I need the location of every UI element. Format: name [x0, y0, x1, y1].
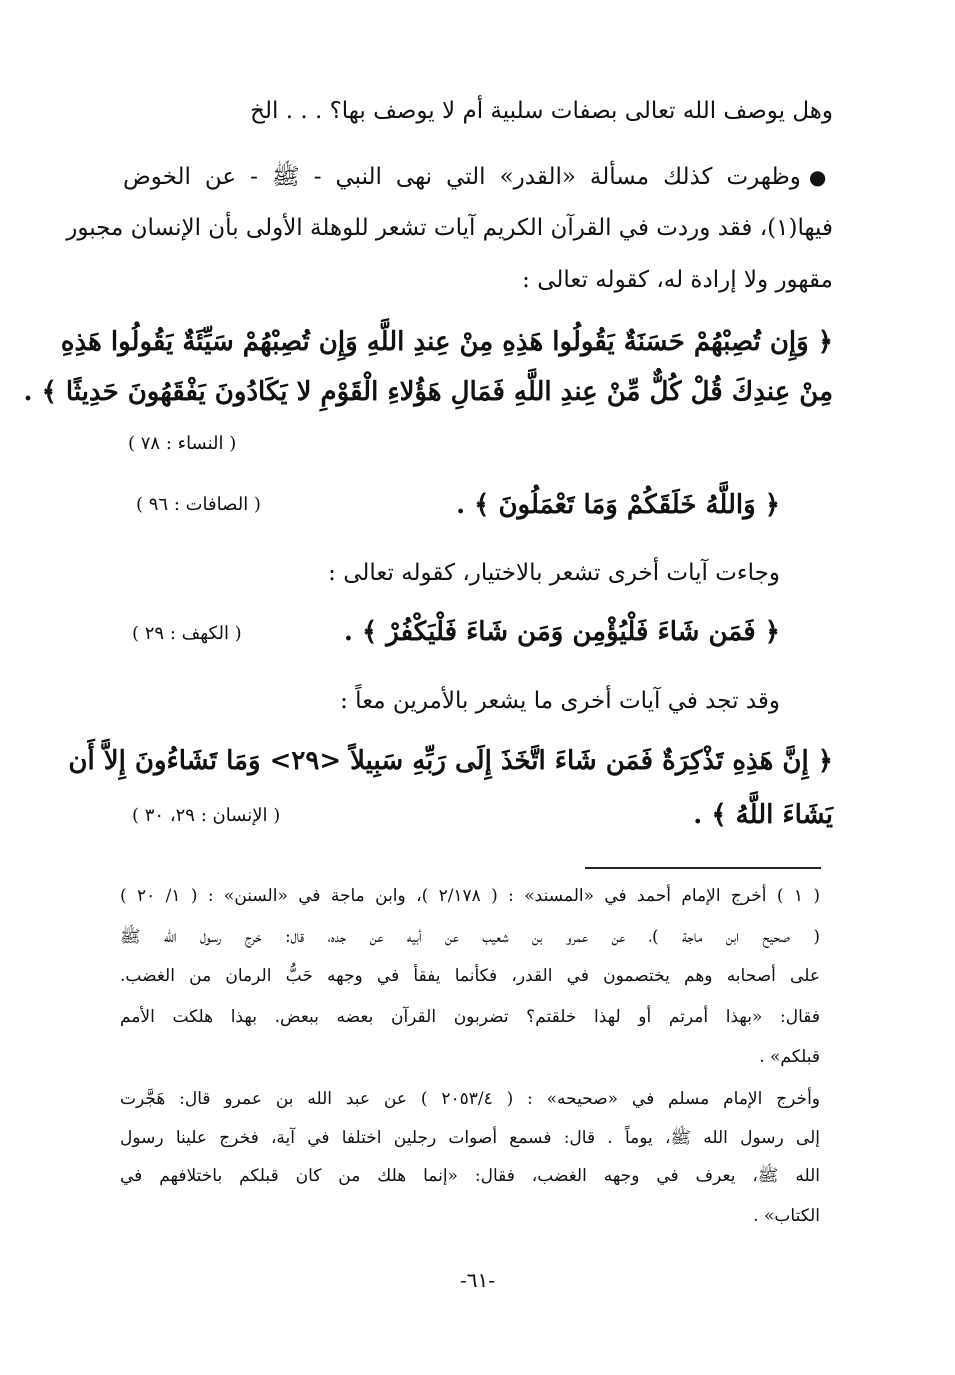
verse-nisa-line-2: مِنْ عِندِكَ قُلْ كُلٌّ مِّنْ عِندِ اللَّهِ فَمَالِ هَؤُلاءِ الْقَوْمِ لا يَكَادُونَ يَفْقَهُونَ حَدِيثًا ﴾ . [23, 377, 833, 407]
intro-line: وهل يوصف الله تعالى بصفات سلبية أم لا يوصف بها؟ . . . الخ [250, 98, 833, 124]
verse-insan-line-2: يَشَاءَ اللَّهُ ﴾ . [693, 800, 833, 830]
verse-nisa-reference: ( النساء : ٧٨ ) [128, 433, 237, 454]
choice-intro-line: وجاءت آيات أخرى تشعر بالاختيار، كقوله تعالى : [328, 560, 780, 586]
verse-nisa-line-1: ﴿ وَإِن تُصِبْهُمْ حَسَنَةٌ يَقُولُوا هَذِهِ مِنْ عِندِ اللَّهِ وَإِن تُصِبْهُمْ سَيِّئَةٌ يَقُولُوا هَذِهِ [60, 327, 833, 357]
footnote-line-9: الكتاب» . [753, 1206, 820, 1226]
verse-saffat-reference: ( الصافات : ٩٦ ) [136, 494, 261, 515]
verse-kahf-reference: ( الكهف : ٢٩ ) [132, 623, 242, 644]
footnote-line-5: قبلكم» . [759, 1047, 820, 1067]
footnote-separator [585, 867, 821, 869]
footnote-line-1: ( ١ ) أخرج الإمام أحمد في «المسند» : ( ٢/١٧٨ )، وابن ماجة في «السنن» : ( ١/ ٢٠ ) [120, 886, 820, 906]
verse-kahf: ﴿ فَمَن شَاءَ فَلْيُؤْمِن وَمَن شَاءَ فَلْيَكْفُرْ ﴾ . [343, 617, 780, 647]
footnote-line-4: فقال: «بهذا أمرتم أو لهذا خلقتم؟ تضربون القرآن بعضه ببعض. بهذا هلكت الأمم [120, 1007, 820, 1027]
footnote-line-6: وأخرج الإمام مسلم في «صحيحه» : ( ٢٠٥٣/٤ ) عن عبد الله بن عمرو قال: هَجَّرت [120, 1089, 821, 1109]
footnote-line-3: على أصحابه وهم يختصمون في القدر، فكأنما يفقأ في وجهه حَبُّ الرمان من الغضب. [120, 966, 820, 986]
footnote-line-8: الله ﷺ، يعرف في وجهه الغضب، فقال: «إنما هلك من كان قبلكم باختلافهم في [120, 1166, 820, 1186]
both-intro-line: وقد تجد في آيات أخرى ما يشعر بالأمرين معاً : [340, 688, 780, 714]
qadar-paragraph-line-1 [123, 162, 833, 196]
footnote-line-2: ( صحيح ابن ماجة )، عن عمرو بن شعيب عن أبيه عن جده، قال: خرج رسول الله ﷺ [120, 927, 820, 947]
verse-insan-reference: ( الإنسان : ٢٩، ٣٠ ) [132, 805, 281, 826]
verse-saffat: ﴿ وَاللَّهُ خَلَقَكُمْ وَمَا تَعْمَلُونَ ﴾ . [456, 490, 780, 520]
verse-insan-line-1: ﴿ إِنَّ هَذِهِ تَذْكِرَةٌ فَمَن شَاءَ اتَّخَذَ إِلَى رَبِّهِ سَبِيلاً <٢٩> وَمَا تَشَاءُونَ إِلاَّ أَن [68, 746, 833, 776]
qadar-paragraph-line-3: مقهور ولا إرادة له، كقوله تعالى : [522, 267, 833, 293]
footnote-line-7: إلى رسول الله ﷺ، يوماً . قال: فسمع أصوات رجلين اختلفا في آية، فخرج علينا رسول [120, 1128, 820, 1148]
qadar-paragraph-line-2: فيها(١)، فقد وردت في القرآن الكريم آيات تشعر للوهلة الأولى بأن الإنسان مجبور [66, 215, 833, 241]
page-number: -٦١- [459, 1268, 495, 1292]
qadar-line-1-text: وظهرت كذلك مسألة «القدر» التي نهى النبي - ﷺ - عن الخوض [123, 164, 801, 190]
bullet-icon: ● [808, 165, 834, 189]
